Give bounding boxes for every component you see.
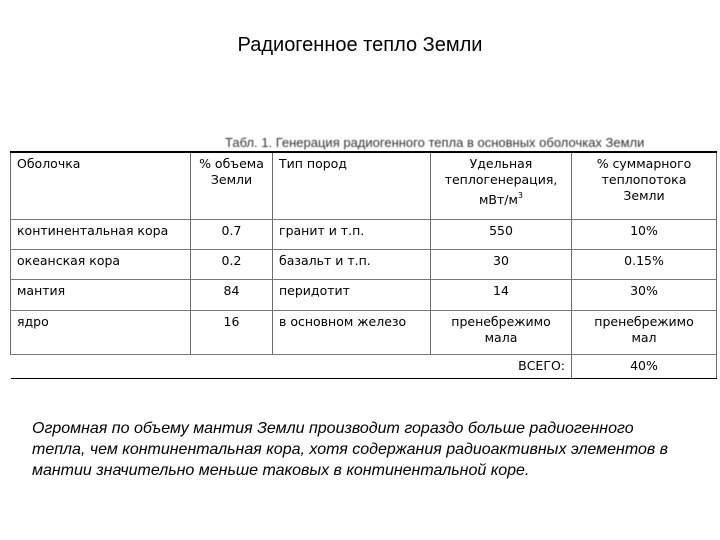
explanatory-note: Огромная по объему мантия Земли производит гораздо больше радиогенного тепла, чем континентальная кора, хотя содержания радиоактивных элементов в мантии значительно меньше таковых в континентальной коре. — [32, 420, 669, 479]
header-volume: % объема Земли — [191, 152, 273, 220]
table-row: океанская кора 0.2 базальт и т.п. 30 0.15% — [11, 250, 717, 280]
table-header-row — [11, 152, 717, 220]
total-value: 40% — [572, 355, 717, 379]
header-shell: Оболочка — [11, 152, 191, 220]
header-rock: Тип пород — [273, 152, 431, 220]
header-generation: Удельная теплогенерация, мВт/$м^3$ — [431, 152, 572, 220]
table-row: ядро 16 в основном железо пренебрежимо мала пренебрежимо мал — [11, 310, 717, 355]
total-label: ВСЕГО: — [431, 355, 572, 379]
page-title: Радиогенное тепло Земли — [237, 34, 483, 56]
table-total-row — [11, 355, 717, 379]
table-caption-cut: Табл. 1. Генерация радиогенного тепла в основных оболочках Земли — [225, 136, 645, 150]
table-row: континентальная кора 0.7 гранит и т.п. 550 10% — [11, 220, 717, 250]
table-row: мантия 84 перидотит 14 30% — [11, 280, 717, 310]
header-flux: % суммарного теплопотока Земли — [572, 152, 717, 220]
radiogenic-heat-table — [10, 151, 717, 379]
